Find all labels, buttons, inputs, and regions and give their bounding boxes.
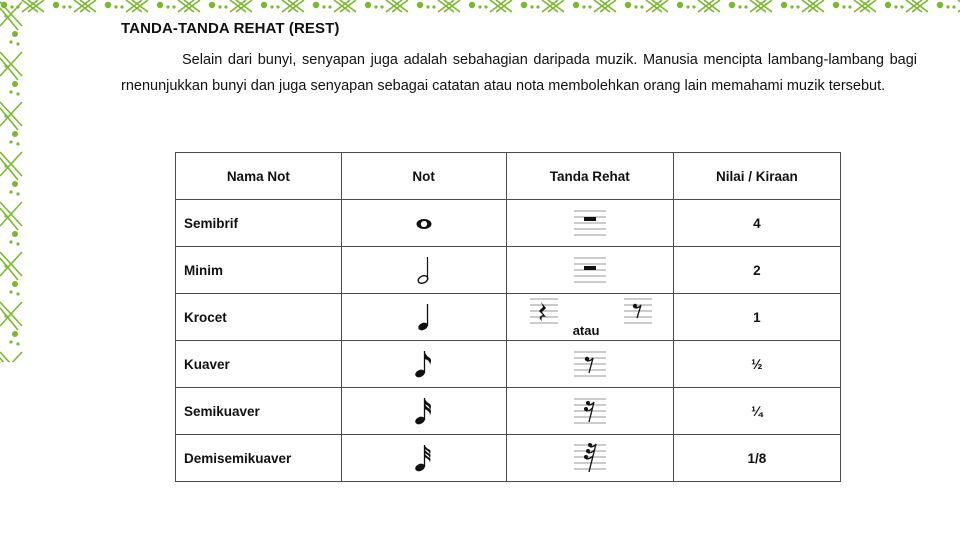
border-dot: [12, 31, 18, 37]
border-dot: [218, 5, 221, 8]
border-dot: [4, 64, 7, 67]
border-dot: [209, 2, 215, 8]
note-name: Demisemikuaver: [176, 435, 342, 482]
border-dot: [16, 292, 19, 295]
border-dot: [16, 142, 19, 145]
border-dot: [937, 2, 943, 8]
note-name: Krocet: [176, 294, 342, 341]
border-cross: [0, 302, 22, 330]
border-dot: [582, 5, 585, 8]
table-row: [176, 247, 841, 294]
border-dot: [157, 2, 163, 8]
semiquaver-icon: [414, 395, 434, 427]
note-value: 2: [673, 247, 840, 294]
border-dot: [322, 5, 325, 8]
border-dot: [12, 181, 18, 187]
border-dot: [952, 5, 955, 8]
border-dot: [12, 81, 18, 87]
border-dot: [12, 231, 18, 237]
border-cross: [0, 252, 22, 280]
border-dot: [946, 5, 949, 8]
table-row: [176, 388, 841, 435]
border-cross: [74, 0, 96, 12]
border-dot: [9, 190, 12, 193]
border-dot: [536, 5, 539, 8]
border-cross: [386, 0, 408, 12]
border-dot: [68, 5, 71, 8]
border-cross: [0, 102, 22, 130]
border-cross: [906, 0, 928, 12]
border-cross: [802, 0, 824, 12]
border-dot: [12, 131, 18, 137]
border-cross: [438, 0, 460, 12]
border-dot: [276, 5, 279, 8]
border-cross: [490, 0, 512, 12]
border-dot: [12, 281, 18, 287]
border-dot: [686, 5, 689, 8]
border-dot: [573, 2, 579, 8]
border-dot: [62, 5, 65, 8]
border-cross: [0, 152, 22, 180]
border-cross: [178, 0, 200, 12]
border-dot: [16, 192, 19, 195]
border-dot: [842, 5, 845, 8]
border-dot: [833, 2, 839, 8]
border-dot: [9, 290, 12, 293]
note-value: 1/8: [673, 435, 840, 482]
border-dot: [4, 14, 7, 17]
border-dot: [16, 92, 19, 95]
table-row: [176, 435, 841, 482]
border-dot: [328, 5, 331, 8]
border-dot: [781, 2, 787, 8]
border-dot: [677, 2, 683, 8]
border-dot: [588, 5, 591, 8]
border-dot: [261, 2, 267, 8]
border-cross: [698, 0, 720, 12]
border-dot: [4, 164, 7, 167]
semibreve-icon: [414, 217, 434, 231]
border-cross: [230, 0, 252, 12]
border-cross: [646, 0, 668, 12]
note-value: ½: [673, 341, 840, 388]
rest-connector-text: atau: [572, 323, 600, 338]
border-dot: [530, 5, 533, 8]
border-dot: [426, 5, 429, 8]
border-dot: [9, 240, 12, 243]
border-dot: [796, 5, 799, 8]
note-name: Kuaver: [176, 341, 342, 388]
border-cross: [0, 2, 22, 30]
border-dot: [900, 5, 903, 8]
table-row: [176, 341, 841, 388]
border-dot: [16, 242, 19, 245]
note-name: Semikuaver: [176, 388, 342, 435]
border-dot: [790, 5, 793, 8]
border-dot: [478, 5, 481, 8]
border-dot: [16, 42, 19, 45]
border-dot: [114, 5, 117, 8]
border-dot: [738, 5, 741, 8]
border-dot: [894, 5, 897, 8]
border-dot: [625, 2, 631, 8]
border-dot: [12, 331, 18, 337]
border-cross: [0, 52, 22, 80]
demisemiquaver-rest-icon: [573, 440, 607, 476]
border-cross: [542, 0, 564, 12]
border-dot: [469, 2, 475, 8]
border-cross: [0, 202, 22, 230]
border-dot: [4, 314, 7, 317]
border-dot: [634, 5, 637, 8]
table-header-row: [176, 153, 841, 200]
border-dot: [885, 2, 891, 8]
border-cross: [750, 0, 772, 12]
intro-paragraph-text: Selain dari bunyi, senyapan juga adalah sebahagian daripada muzik. Manusia mencipta lambang-lambang bagi rnenunjukkan bunyi dan juga senyapan sebagai catatan atau nota membolehkan orang lain memahami muzik tersebut.: [121, 52, 917, 94]
decorative-top-border: [0, 0, 960, 14]
rest-table: [175, 152, 841, 482]
crotchet-rest-icon: [529, 296, 559, 330]
border-dot: [105, 2, 111, 8]
border-dot: [9, 340, 12, 343]
border-dot: [313, 2, 319, 8]
header-not: Not: [341, 153, 506, 200]
quaver-rest-icon: [573, 347, 607, 381]
border-cross: [334, 0, 356, 12]
minim-rest-icon: [573, 253, 607, 287]
border-dot: [744, 5, 747, 8]
page-title: TANDA-TANDA REHAT (REST): [121, 20, 340, 37]
border-dot: [729, 2, 735, 8]
intro-paragraph: [121, 48, 917, 99]
border-dot: [9, 140, 12, 143]
border-dot: [4, 264, 7, 267]
border-dot: [166, 5, 169, 8]
crotchet-rest-alt-icon: [623, 296, 653, 330]
crotchet-icon: [416, 302, 432, 332]
border-dot: [365, 2, 371, 8]
border-cross: [854, 0, 876, 12]
border-dot: [270, 5, 273, 8]
border-cross: [0, 352, 22, 362]
note-value: 1: [673, 294, 840, 341]
border-dot: [432, 5, 435, 8]
table-row: [176, 200, 841, 247]
quaver-icon: [414, 348, 434, 380]
border-dot: [848, 5, 851, 8]
border-dot: [9, 90, 12, 93]
border-dot: [172, 5, 175, 8]
border-cross: [594, 0, 616, 12]
border-dot: [4, 114, 7, 117]
border-dot: [692, 5, 695, 8]
note-value: ¼: [673, 388, 840, 435]
header-tanda-rehat: Tanda Rehat: [506, 153, 673, 200]
header-nilai-kiraan: Nilai / Kiraan: [673, 153, 840, 200]
border-dot: [417, 2, 423, 8]
border-dot: [224, 5, 227, 8]
decorative-left-border: [0, 0, 26, 362]
border-dot: [640, 5, 643, 8]
note-name: Semibrif: [176, 200, 342, 247]
border-dot: [16, 342, 19, 345]
header-nama-not: Nama Not: [176, 153, 342, 200]
border-cross: [126, 0, 148, 12]
table-row: [176, 294, 841, 341]
demisemiquaver-icon: [414, 442, 434, 474]
border-dot: [521, 2, 527, 8]
border-cross: [282, 0, 304, 12]
semiquaver-rest-icon: [573, 394, 607, 428]
note-value: 4: [673, 200, 840, 247]
minim-icon: [416, 255, 432, 285]
border-dot: [120, 5, 123, 8]
border-dot: [9, 40, 12, 43]
semibreve-rest-icon: [573, 206, 607, 240]
border-dot: [4, 214, 7, 217]
note-name: Minim: [176, 247, 342, 294]
border-dot: [53, 2, 59, 8]
border-dot: [374, 5, 377, 8]
border-dot: [380, 5, 383, 8]
border-dot: [484, 5, 487, 8]
